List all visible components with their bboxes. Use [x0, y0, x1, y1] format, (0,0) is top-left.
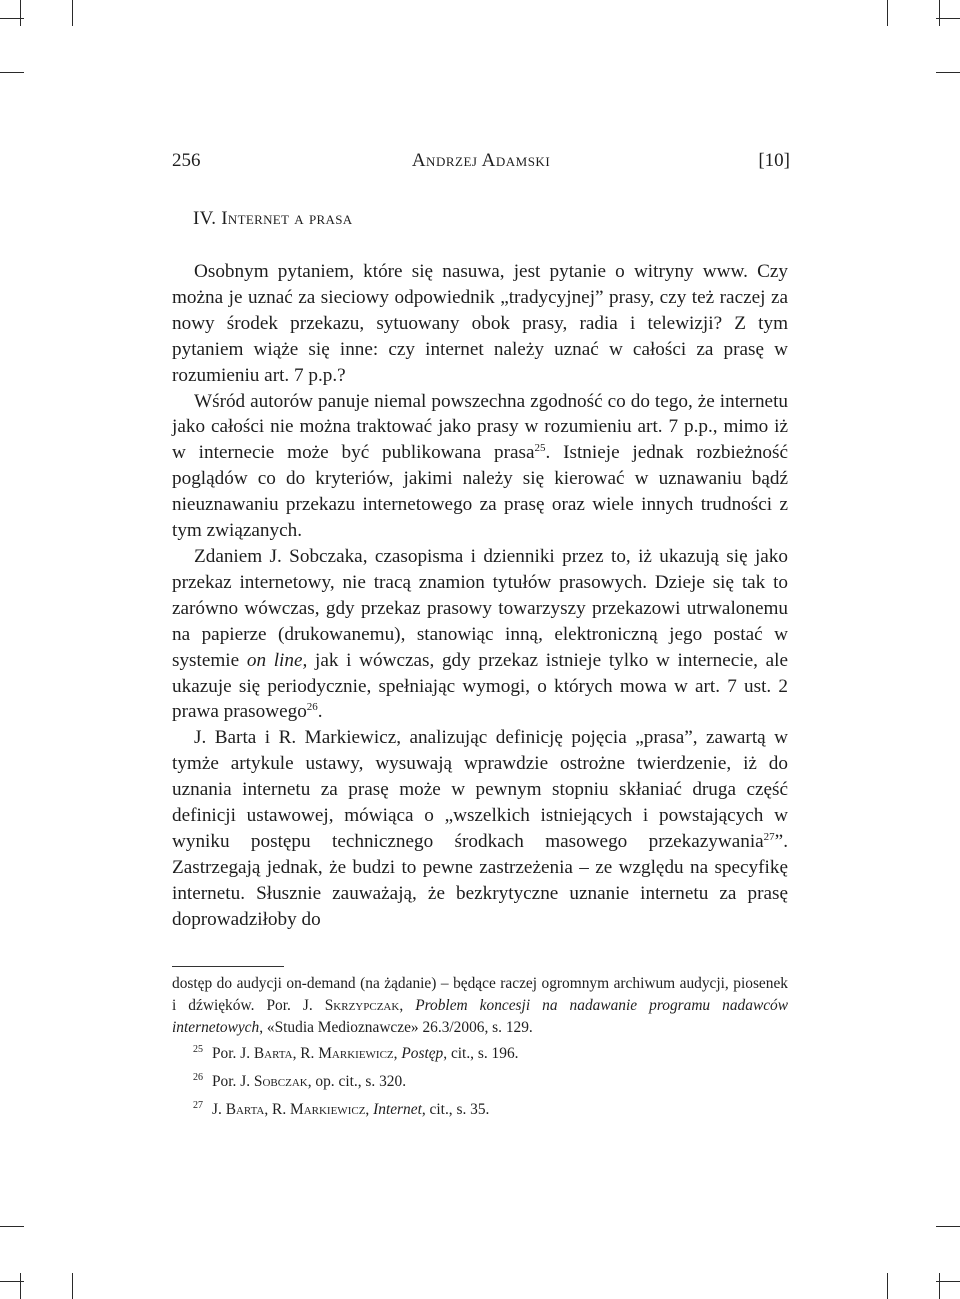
- paragraph: [172, 725, 788, 932]
- footnote-text-part: Por. J.: [212, 1045, 254, 1062]
- footnote: [172, 1043, 788, 1065]
- footnote-author: Barta: [225, 1101, 265, 1118]
- paragraph-text: Zdaniem J. Sobczaka, czasopisma i dzienniki przez to, iż ukazują się jako przekaz internetowy, nie tracą znamion tytułów prasowych. Dzieje się tak to zarówno wówczas, gdy przekaz prasowy towarzyszy przekazowi utrwalonemu na papierze (drukowanemu), stanowiąc inną, elektroniczną jego postać w systemie: [172, 545, 788, 671]
- crop-mark: [0, 1226, 24, 1227]
- footnote-ref: 26: [306, 701, 318, 714]
- footnote-text-part: , cit., s. 35.: [421, 1101, 490, 1118]
- footnote-number: 27: [193, 1100, 203, 1111]
- paragraph: [172, 259, 788, 389]
- footnote-ref: 25: [534, 442, 546, 455]
- paragraph-text: .: [317, 701, 323, 723]
- crop-mark: [887, 0, 888, 26]
- footnote-text-part: ,: [365, 1101, 374, 1118]
- footnote-text: [212, 1073, 406, 1090]
- footnote-title: Problem koncesji na nadawanie programu nadawców internetowych: [172, 997, 789, 1036]
- footnote-text: ,: [399, 997, 416, 1014]
- footnote-text: , «Studia Medioznawcze» 26.3/2006, s. 129.: [259, 1019, 533, 1036]
- paragraph-text: . Istnieje jednak rozbieżność poglądów co do kryteriów, jakimi należy się kierować w uznawaniu bądź nieuznawaniu przekazu internetowego za prasę oraz wiele innych trudności z tym związanych.: [172, 442, 789, 542]
- crop-mark: [20, 1273, 21, 1299]
- running-author: Andrzej Adamski: [411, 150, 551, 171]
- crop-mark: [936, 18, 960, 19]
- italic-term: on line,: [246, 649, 308, 671]
- paragraph-text: Wśród autorów panuje niemal powszechna zgodność co do tego, że internetu jako całości nie można traktować jako prasy w rozumieniu art. 7 p.p., mimo iż w internecie może być publikowana prasa: [172, 390, 788, 464]
- footnote-text-part: J.: [212, 1101, 226, 1118]
- footnote-text-part: , R.: [264, 1101, 291, 1118]
- crop-mark: [0, 18, 24, 19]
- paragraph: [172, 544, 788, 725]
- footnote-text-part: Por. J.: [212, 1073, 254, 1090]
- footnote-rule: [172, 966, 284, 967]
- footnote-number: 26: [193, 1072, 203, 1083]
- crop-mark: [936, 1226, 960, 1227]
- crop-mark: [887, 1273, 888, 1299]
- footnote-ref: 27: [763, 830, 775, 843]
- body-text: [172, 259, 788, 933]
- footnote-author: Sobczak: [253, 1073, 308, 1090]
- crop-mark: [939, 1273, 940, 1299]
- footnote-title: Internet: [373, 1101, 422, 1118]
- footnote-author: Markiewicz: [318, 1045, 394, 1062]
- paragraph-text: Osobnym pytaniem, które się nasuwa, jest pytanie o witryny www. Czy można je uznać za sieciowy odpowiednik „tradycyjnej” prasy, czy też raczej za nowy środek przekazu, sytuowany obok prasy, radia i telewizji? Z tym pytaniem wiąże się inne: czy internet należy uznać w całości za prasę w rozumieniu art. 7 p.p.?: [172, 261, 788, 386]
- paragraph-text: jak i wówczas, gdy przekaz istnieje tylko w internecie, ale ukazuje się periodycznie, spełniając wymogi, o których mowa w art. 7 ust. 2 prawa prasowego: [172, 649, 788, 723]
- running-header: [172, 150, 790, 174]
- footnote-author: Skrzypczak: [324, 997, 400, 1014]
- footnote-number: 25: [193, 1044, 203, 1055]
- crop-mark: [72, 1273, 73, 1299]
- crop-mark: [72, 0, 73, 26]
- crop-mark: [936, 72, 960, 73]
- section-heading: IV. Internet a prasa: [193, 208, 353, 229]
- section-number: [10]: [758, 150, 790, 171]
- crop-mark: [20, 0, 21, 26]
- footnote-text: dostęp do audycji on-demand (na żądanie) – będące raczej ogromnym archiwum audycji, piosenek i dźwięków. Por. J.: [172, 975, 788, 1014]
- footnote: [172, 1071, 788, 1093]
- paragraph-text: ”. Zastrzegają jednak, że budzi to pewne zastrzeżenia – ze względu na specyfikę internetu. Słusznie zauważają, że bezkrytyczne uznanie internetu za prasę doprowadziłoby do: [172, 830, 788, 930]
- paragraph: [172, 389, 788, 544]
- paragraph-text: J. Barta i R. Markiewicz, analizując definicję pojęcia „prasa”, zawartą w tymże artykule ustawy, wysuwają wprawdzie ostrożne twierdzenie, iż do uznania internetu za prasę może w pewnym stopniu skłaniać druga część definicji ustawowej, mówiąca o „wszelkich istniejących i powstających w wyniku postępu technicznego środkach masowego przekazywania: [172, 727, 788, 852]
- footnote-continuation: [172, 973, 788, 1039]
- footnote-author: Markiewicz: [290, 1101, 366, 1118]
- crop-mark: [0, 72, 24, 73]
- page-number: 256: [172, 150, 201, 171]
- footnote: [172, 1099, 788, 1121]
- footnote-text-part: , op. cit., s. 320.: [307, 1073, 407, 1090]
- footnote-text-part: , cit., s. 196.: [443, 1045, 519, 1062]
- footnote-text: [212, 1045, 519, 1062]
- crop-mark: [939, 0, 940, 26]
- footnote-text: [212, 1101, 489, 1118]
- footnote-text-part: , R.: [292, 1045, 319, 1062]
- footnote-title: Postęp: [401, 1045, 444, 1062]
- footnote-author: Barta: [253, 1045, 293, 1062]
- footnote-text-part: ,: [393, 1045, 402, 1062]
